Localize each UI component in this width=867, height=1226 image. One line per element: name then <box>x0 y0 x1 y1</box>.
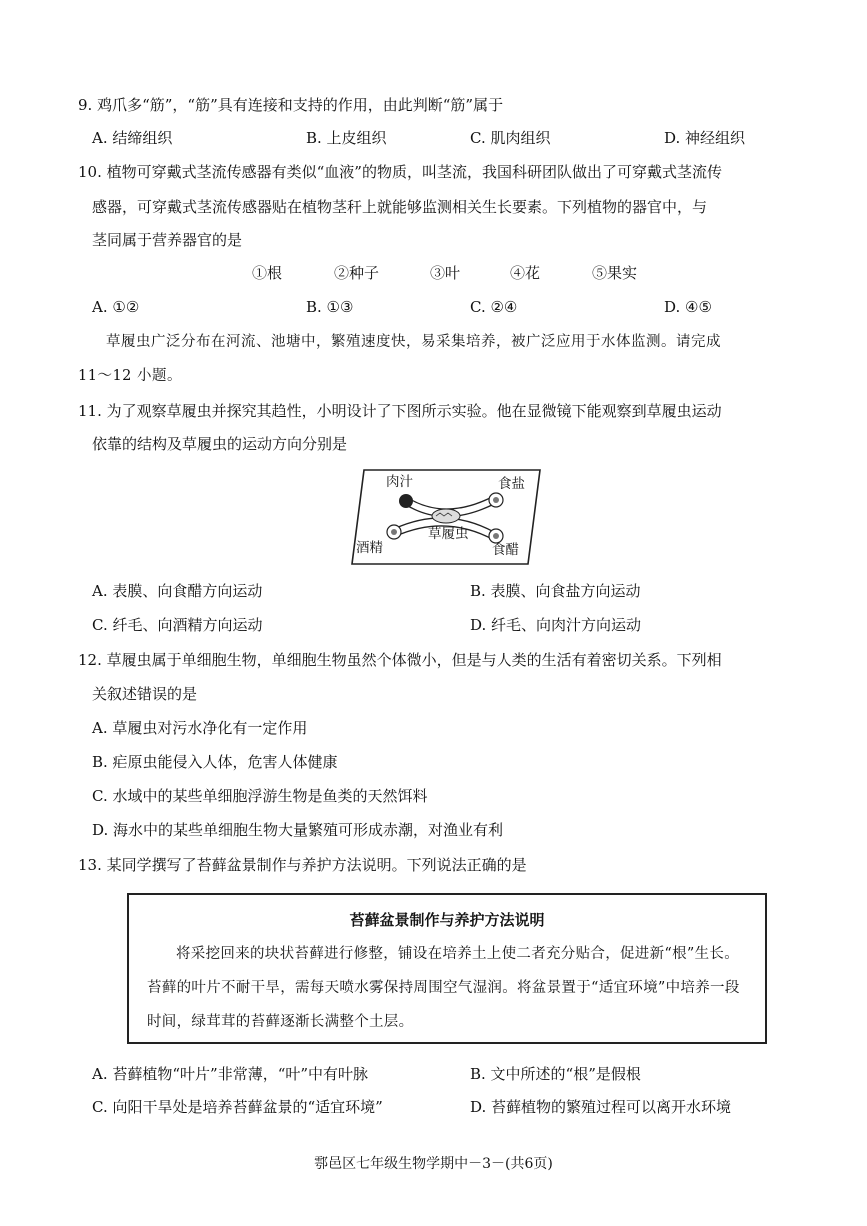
q11-option-d: D. 纤毛、向肉汁方向运动 <box>470 616 642 634</box>
label-alcohol: 酒精 <box>356 540 383 556</box>
moss-bonsai-instruction-box <box>127 893 767 1044</box>
q10-organ-5: ⑤果实 <box>592 264 638 282</box>
q11-option-b: B. 表膜、向食盐方向运动 <box>470 582 641 600</box>
page-footer: 鄠邑区七年级生物学期中－3－(共6页) <box>314 1156 553 1172</box>
q10-organ-1: ①根 <box>252 264 283 282</box>
q11-option-a: A. 表膜、向食醋方向运动 <box>92 582 263 600</box>
q10-organ-4: ④花 <box>510 264 541 282</box>
q9-option-b: B. 上皮组织 <box>306 129 387 147</box>
q13-option-b: B. 文中所述的“根”是假根 <box>470 1065 641 1083</box>
label-paramecium: 草履虫 <box>428 526 469 542</box>
q10-option-b: B. ①③ <box>306 298 354 316</box>
passage-line2: 11～12 小题。 <box>78 368 183 384</box>
q13-stem: 13. 某同学撰写了苔藓盆景制作与养护方法说明。下列说法正确的是 <box>78 856 527 874</box>
q9-option-d: D. 神经组织 <box>664 129 746 147</box>
meat-juice-drop <box>399 494 413 508</box>
q12-option-d: D. 海水中的某些单细胞生物大量繁殖可形成赤潮，对渔业有利 <box>92 821 504 839</box>
q10-stem-line2: 感器，可穿戴式茎流传感器贴在植物茎秆上就能够监测相关生长要素。下列植物的器官中，与 <box>92 198 708 216</box>
q11-stem-line1: 11. 为了观察草履虫并探究其趋性，小明设计了下图所示实验。他在显微镜下能观察到草履虫运动 <box>78 402 722 420</box>
q10-organ-2: ②种子 <box>334 264 380 282</box>
q10-stem-line1: 10. 植物可穿戴式茎流传感器有类似“血液”的物质，叫茎流，我国科研团队做出了可穿戴式茎流传 <box>78 163 722 181</box>
q10-option-d: D. ④⑤ <box>664 298 712 316</box>
label-salt: 食盐 <box>498 476 525 492</box>
q13-option-d: D. 苔藓植物的繁殖过程可以离开水环境 <box>470 1098 732 1116</box>
q9-option-a: A. 结缔组织 <box>92 129 173 147</box>
q12-option-b: B. 疟原虫能侵入人体，危害人体健康 <box>92 753 338 771</box>
box-title: 苔藓盆景制作与养护方法说明 <box>349 911 545 929</box>
q12-stem-line1: 12. 草履虫属于单细胞生物，单细胞生物虽然个体微小，但是与人类的生活有着密切关系。下列相 <box>78 651 722 669</box>
q10-option-a: A. ①② <box>92 298 140 316</box>
box-text <box>147 937 751 1039</box>
paramecium-experiment-figure <box>348 466 544 568</box>
q10-stem-line3: 茎同属于营养器官的是 <box>92 231 243 249</box>
q11-stem-line2: 依靠的结构及草履虫的运动方向分别是 <box>92 435 348 453</box>
q13-option-a: A. 苔藓植物“叶片”非常薄，“叶”中有叶脉 <box>92 1065 369 1083</box>
q13-option-c: C. 向阳干旱处是培养苔藓盆景的“适宜环境” <box>92 1098 383 1116</box>
passage-line1: 草履虫广泛分布在河流、池塘中，繁殖速度快，易采集培养，被广泛应用于水体监测。请完成 <box>106 334 721 350</box>
label-vinegar: 食醋 <box>492 542 519 558</box>
q11-option-c: C. 纤毛、向酒精方向运动 <box>92 616 263 634</box>
q10-option-c: C. ②④ <box>470 298 518 316</box>
q12-option-a: A. 草履虫对污水净化有一定作用 <box>92 719 308 737</box>
q9-option-c: C. 肌肉组织 <box>470 129 551 147</box>
box-body: 将采挖回来的块状苔藓进行修整，铺设在培养土上使二者充分贴合，促进新“根”生长。苔藓的叶片不耐干旱，需每天喷水雾保持周围空气湿润。将盆景置于“适宜环境”中培养一段时间，绿茸茸的苔藓逐渐长满整个土层。 <box>147 946 740 1030</box>
q10-organ-3: ③叶 <box>430 264 461 282</box>
q12-option-c: C. 水域中的某些单细胞浮游生物是鱼类的天然饵料 <box>92 787 428 805</box>
q12-stem-line2: 关叙述错误的是 <box>92 685 198 703</box>
label-meat-juice: 肉汁 <box>386 474 413 490</box>
q9-stem: 9. 鸡爪多“筋”，“筋”具有连接和支持的作用，由此判断“筋”属于 <box>78 96 504 114</box>
